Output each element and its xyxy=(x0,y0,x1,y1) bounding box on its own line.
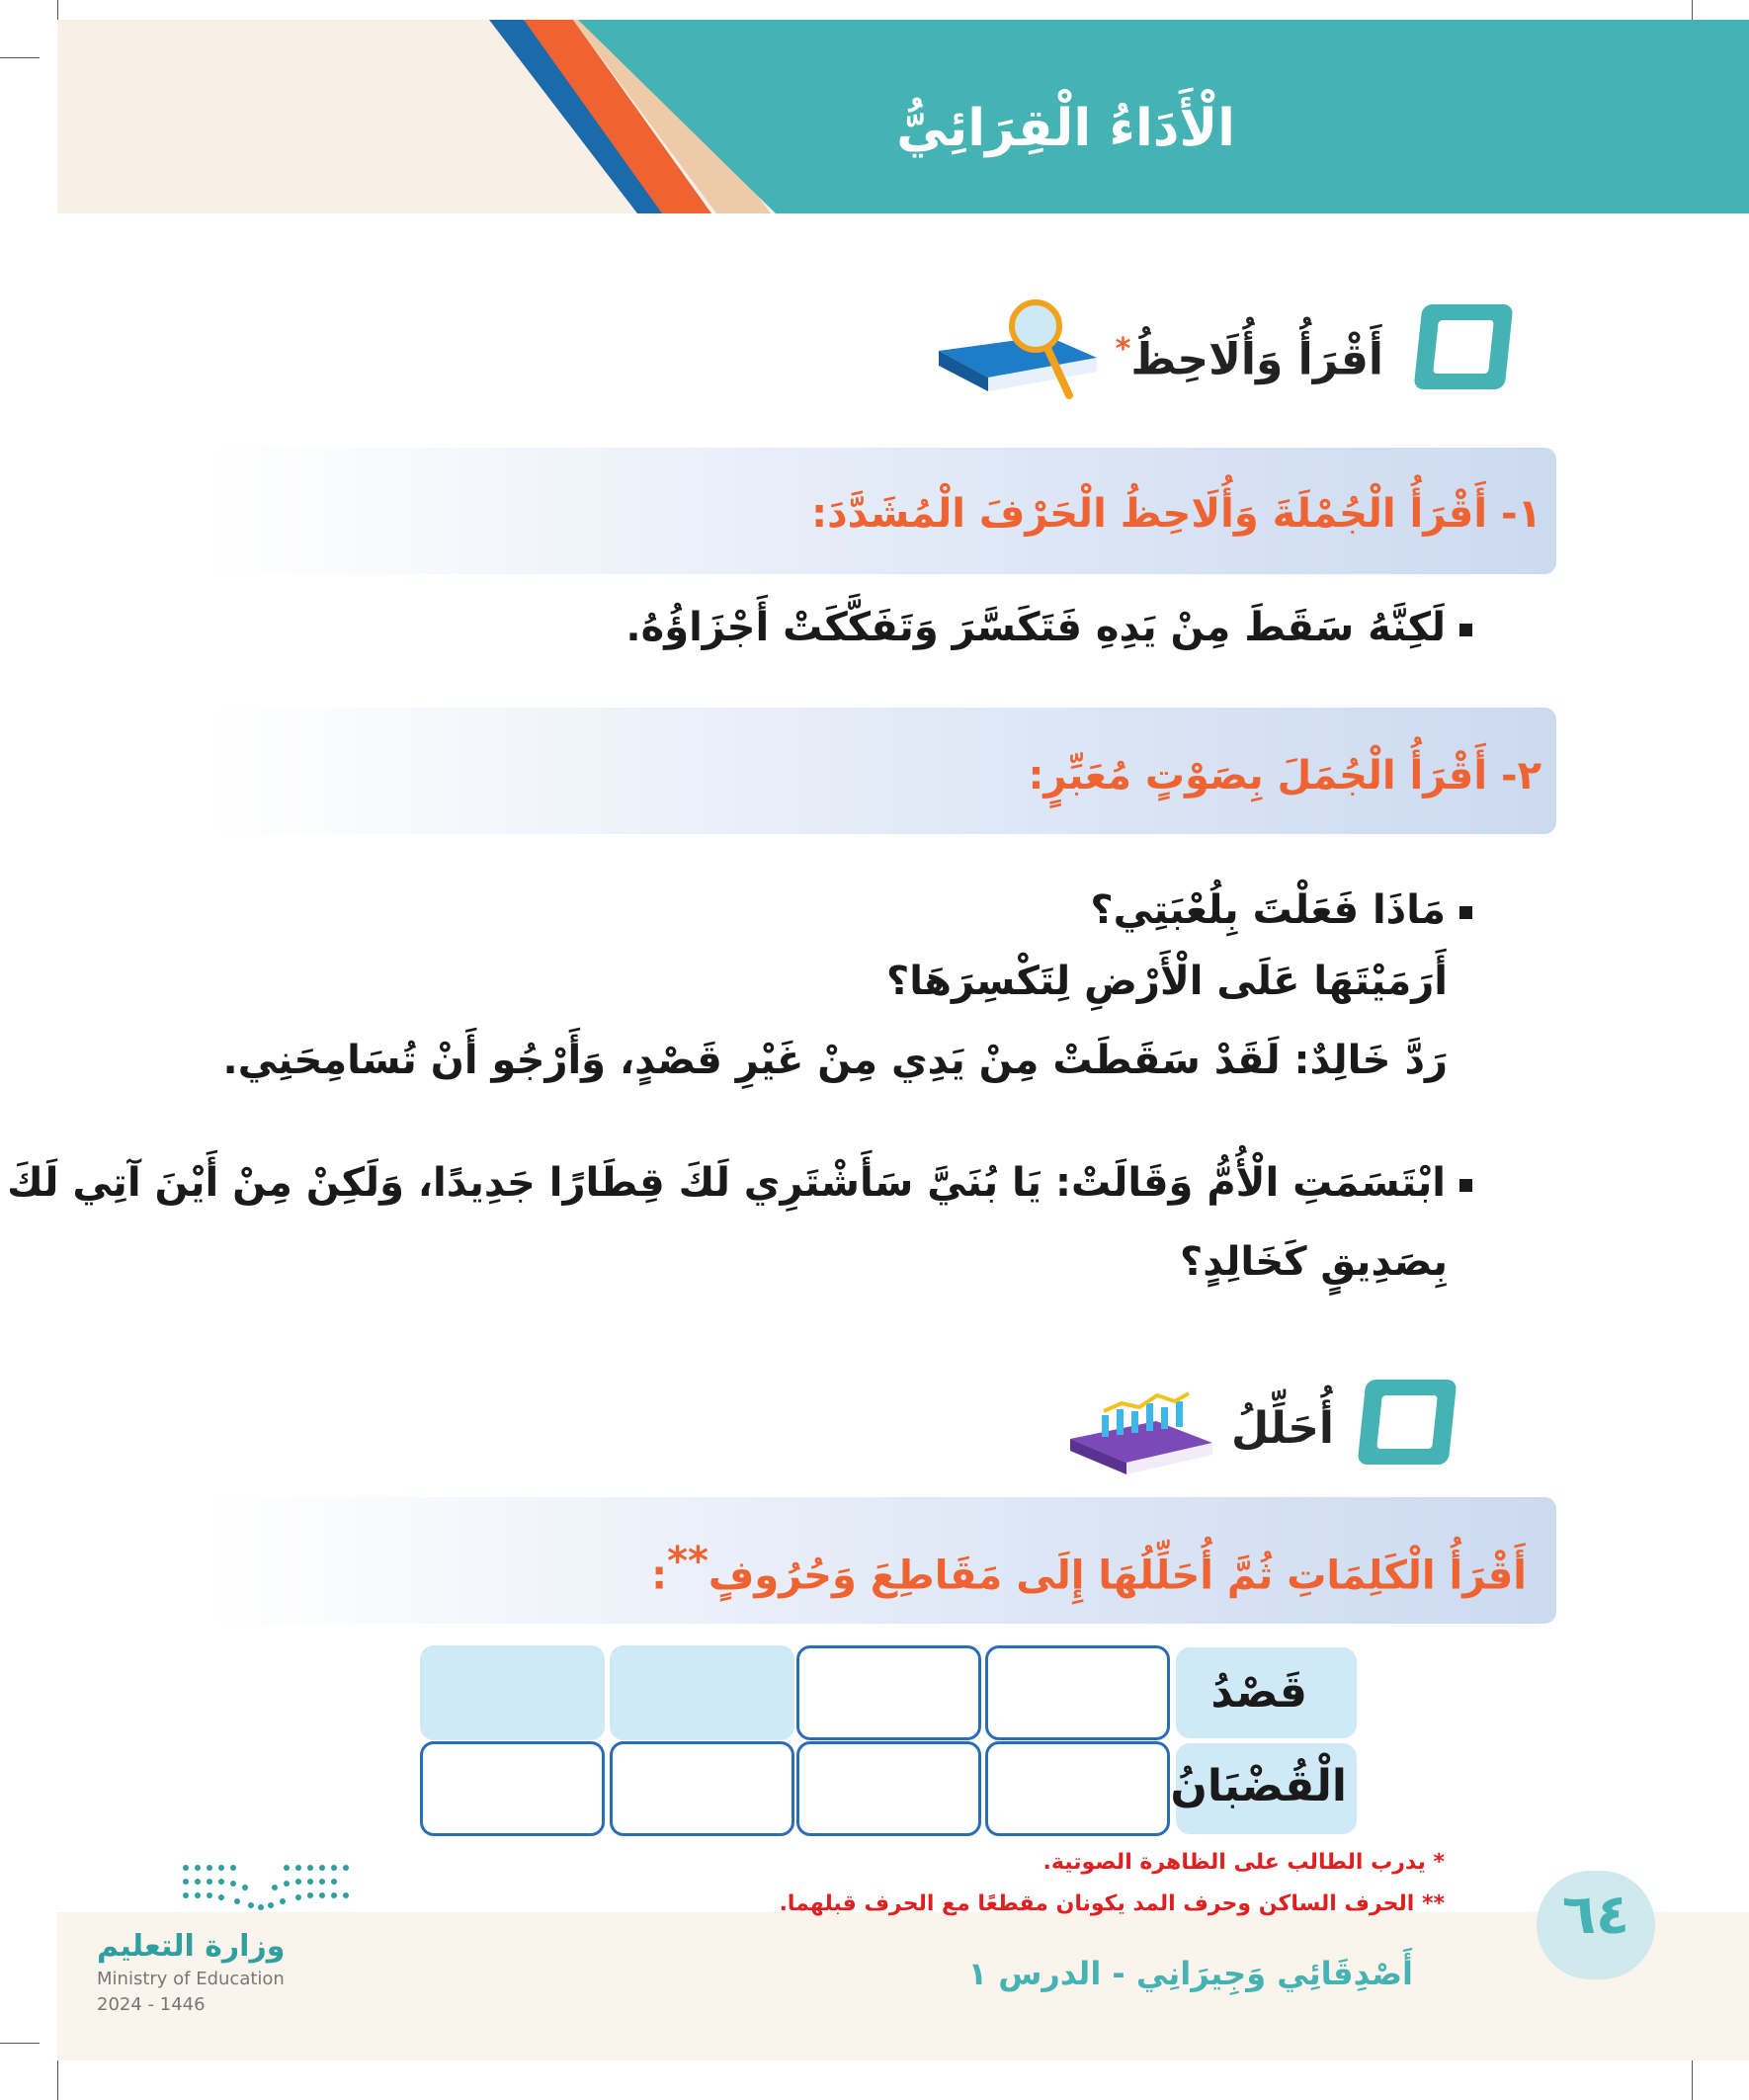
crop-mark xyxy=(0,2043,40,2044)
table-word-cell xyxy=(1170,1743,1357,1834)
letter-cell[interactable] xyxy=(610,1645,794,1740)
lesson-caption: أَصْدِقَائِي وَجِيرَانِي - الدرس ١ xyxy=(967,1955,1413,1992)
syllable-cell[interactable] xyxy=(985,1645,1170,1740)
letter-cell[interactable] xyxy=(420,1645,605,1740)
page-title: الْأَدَاءُ الْقِرَائِيُّ xyxy=(896,99,1235,158)
ministry-name-arabic: وزارة التعليم xyxy=(97,1929,286,1964)
task2-line: مَاذَا فَعَلْتَ بِلُعْبَتِي؟ xyxy=(1090,887,1472,933)
syllable-cell[interactable] xyxy=(985,1741,1170,1836)
section-marker xyxy=(1357,1380,1457,1465)
bullet-icon xyxy=(1459,1179,1472,1192)
task2-label: ٢- أَقْرَأُ الْجُمَلَ بِصَوْتٍ مُعَبِّرٍ: xyxy=(1028,753,1541,798)
crop-mark xyxy=(1692,2060,1693,2100)
task1-sentence: لَكِنَّهُ سَقَطَ مِنْ يَدِهِ فَتَكَسَّرَ وَتَفَكَّكَتْ أَجْزَاؤُهُ. xyxy=(625,605,1472,650)
footnote-2: ** الحرف الساكن وحرف المد يكونان مقطعًا مع الحرف قبلهما. xyxy=(779,1891,1445,1916)
table-word: قَصْدُ xyxy=(1210,1667,1307,1718)
footnote-1: * يدرب الطالب على الظاهرة الصوتية. xyxy=(1042,1850,1445,1875)
bullet-icon xyxy=(1459,906,1472,919)
syllable-cell[interactable] xyxy=(796,1645,981,1740)
task2-line: أَرَمَيْتَهَا عَلَى الْأَرْضِ لِتَكْسِرَهَا؟ xyxy=(886,959,1448,1004)
section-title-analyze: أُحَلِّلُ xyxy=(1230,1403,1334,1454)
letter-cell[interactable] xyxy=(610,1741,794,1836)
ministry-logo-icon xyxy=(178,1858,351,1915)
crop-mark xyxy=(0,57,40,58)
task2-line: بِصَدِيقٍ كَخَالِدٍ؟ xyxy=(1180,1239,1448,1285)
section-title-read-observe: أَقْرَأُ وَأُلَاحِظُ* xyxy=(1115,332,1383,385)
book-chart-icon xyxy=(1062,1382,1220,1480)
crop-mark xyxy=(57,2060,58,2100)
ministry-name-english: Ministry of Education xyxy=(97,1969,285,1989)
footer-band xyxy=(57,1912,1749,2060)
bullet-icon xyxy=(1459,624,1472,636)
task3-label: أَقْرَأُ الْكَلِمَاتِ ثُمَّ أُحَلِّلُهَا إِلَى مَقَاطِعَ وَحُرُوفٍ**: xyxy=(651,1539,1527,1599)
letter-cell[interactable] xyxy=(420,1741,605,1836)
task1-label: ١- أَقْرَأُ الْجُمْلَةَ وَأُلَاحِظُ الْحَرْفَ الْمُشَدَّدَ: xyxy=(811,491,1541,537)
table-word: الْقُضْبَانُ xyxy=(1170,1761,1347,1811)
syllable-cell[interactable] xyxy=(796,1741,981,1836)
table-word-cell xyxy=(1176,1647,1357,1738)
edition-year: 2024 - 1446 xyxy=(97,1994,206,2015)
page-number: ٦٤ xyxy=(1561,1883,1630,1947)
task2-line: ابْتَسَمَتِ الْأُمُّ وَقَالَتْ: يَا بُنَيَّ سَأَشْتَرِي لَكَ قِطَارًا جَدِيدًا، وَلَكِنْ مِنْ أَيْنَ آتِي لَكَ xyxy=(7,1160,1472,1206)
book-magnifier-icon xyxy=(929,296,1107,405)
section-marker xyxy=(1413,304,1513,389)
task2-line: رَدَّ خَالِدٌ: لَقَدْ سَقَطَتْ مِنْ يَدِي مِنْ غَيْرِ قَصْدٍ، وَأَرْجُو أَنْ تُسَامِحَنِي. xyxy=(222,1038,1448,1083)
